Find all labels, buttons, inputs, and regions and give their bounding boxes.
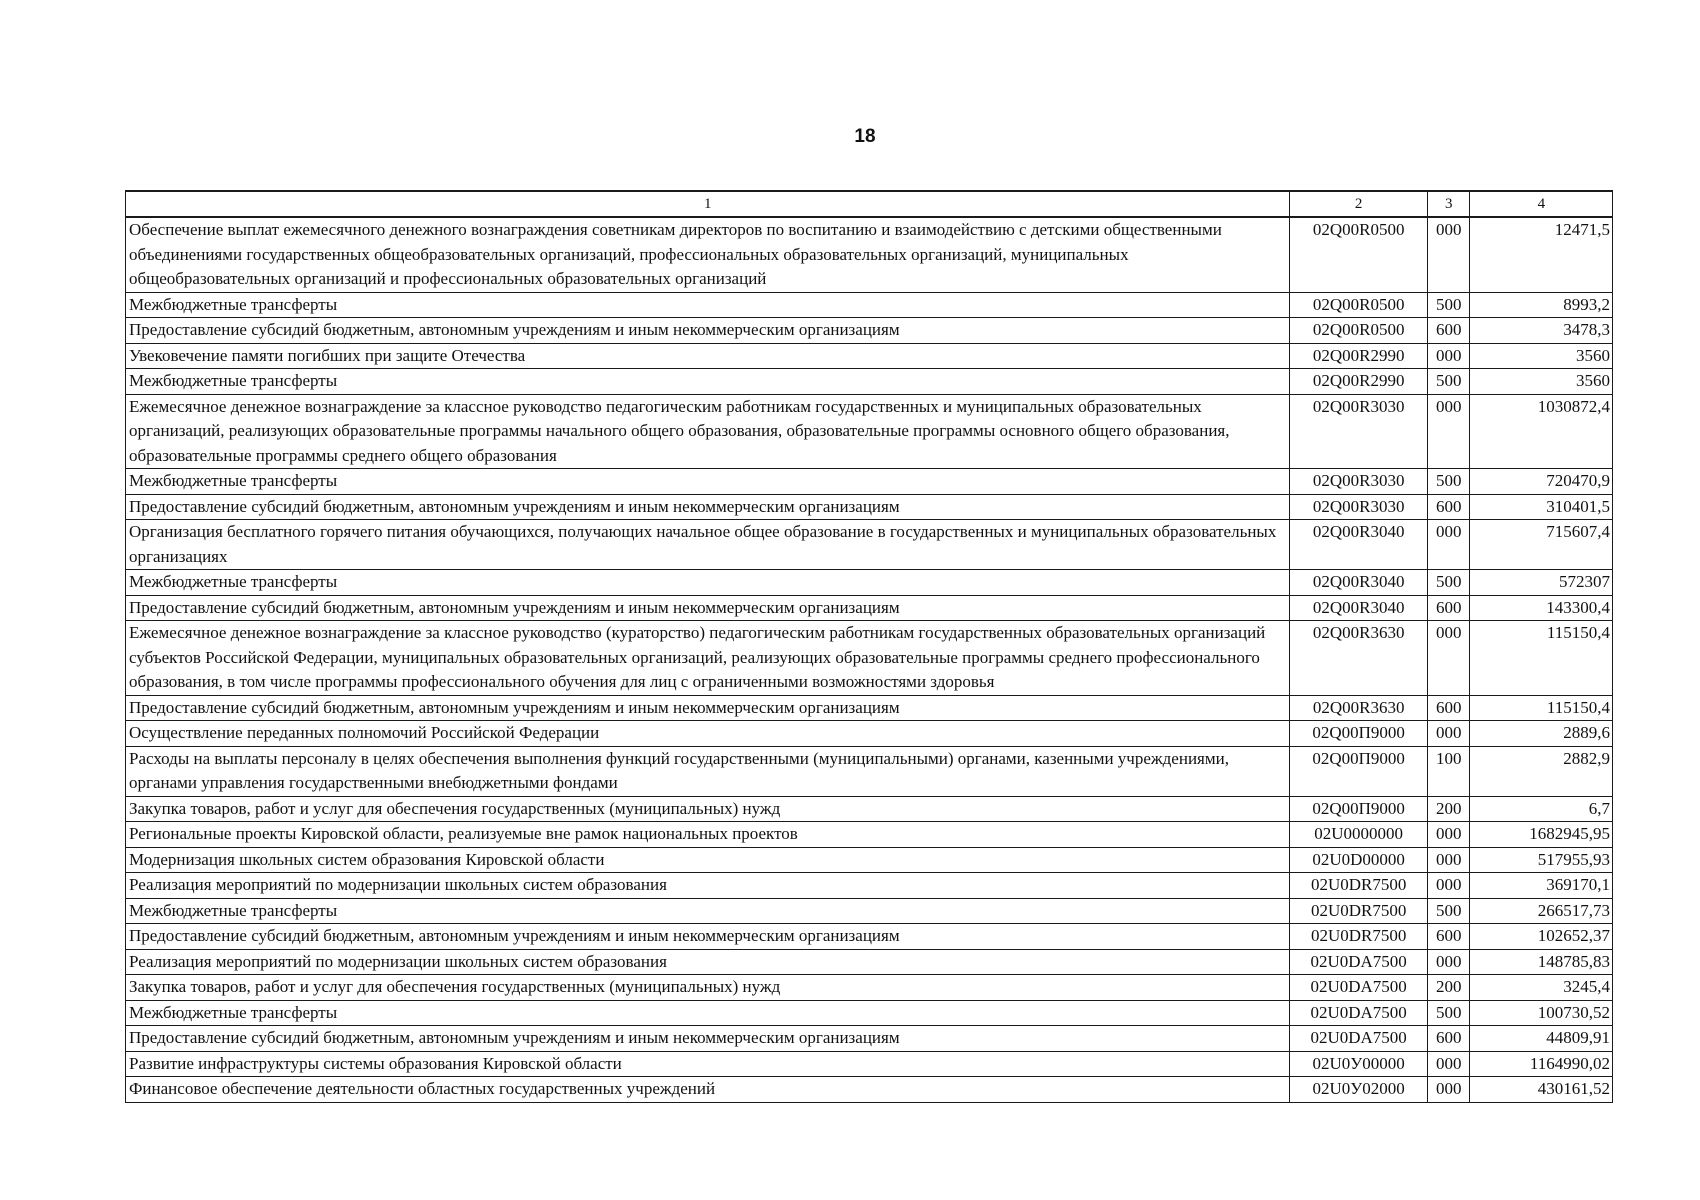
budget-table <box>125 190 1613 1103</box>
row-type-cell: 500 <box>1427 369 1469 395</box>
row-type-cell: 000 <box>1427 949 1469 975</box>
row-amount-cell: 720470,9 <box>1469 469 1612 495</box>
table-row <box>126 1051 1613 1077</box>
row-code-cell: 02Q00R3030 <box>1289 394 1427 469</box>
header-row <box>126 191 1613 217</box>
row-amount-cell: 143300,4 <box>1469 595 1612 621</box>
table-row <box>126 1026 1613 1052</box>
row-amount-cell: 310401,5 <box>1469 494 1612 520</box>
row-type-cell: 500 <box>1427 898 1469 924</box>
row-type-cell: 600 <box>1427 494 1469 520</box>
row-type-cell: 000 <box>1427 873 1469 899</box>
row-amount-cell: 715607,4 <box>1469 520 1612 570</box>
table-row <box>126 847 1613 873</box>
row-amount-cell: 1030872,4 <box>1469 394 1612 469</box>
table-row <box>126 695 1613 721</box>
row-amount-cell: 3560 <box>1469 343 1612 369</box>
row-amount-cell: 1164990,02 <box>1469 1051 1612 1077</box>
row-type-cell: 000 <box>1427 520 1469 570</box>
table-row <box>126 1077 1613 1103</box>
row-name-cell: Межбюджетные трансферты <box>126 898 1290 924</box>
row-type-cell: 500 <box>1427 292 1469 318</box>
row-amount-cell: 572307 <box>1469 570 1612 596</box>
row-type-cell: 500 <box>1427 469 1469 495</box>
row-code-cell: 02U0DA7500 <box>1289 975 1427 1001</box>
row-type-cell: 600 <box>1427 924 1469 950</box>
row-type-cell: 200 <box>1427 796 1469 822</box>
row-code-cell: 02Q00R0500 <box>1289 217 1427 292</box>
row-type-cell: 000 <box>1427 847 1469 873</box>
row-name-cell: Модернизация школьных систем образования Кировской области <box>126 847 1290 873</box>
row-name-cell: Расходы на выплаты персоналу в целях обеспечения выполнения функций государственными (муниципальными) органами, казенными учреждениями, органами управления государственными внебюджетными фондами <box>126 746 1290 796</box>
row-name-cell: Межбюджетные трансферты <box>126 1000 1290 1026</box>
row-code-cell: 02Q00R3030 <box>1289 469 1427 495</box>
table-row <box>126 570 1613 596</box>
row-code-cell: 02Q00П9000 <box>1289 721 1427 747</box>
table-row <box>126 621 1613 696</box>
row-type-cell: 600 <box>1427 1026 1469 1052</box>
row-code-cell: 02U0000000 <box>1289 822 1427 848</box>
table-row <box>126 873 1613 899</box>
row-code-cell: 02U0DR7500 <box>1289 924 1427 950</box>
header-col-3: 3 <box>1427 191 1469 217</box>
row-code-cell: 02U0DA7500 <box>1289 1000 1427 1026</box>
row-code-cell: 02Q00R3040 <box>1289 520 1427 570</box>
row-amount-cell: 517955,93 <box>1469 847 1612 873</box>
row-code-cell: 02Q00R3040 <box>1289 595 1427 621</box>
row-type-cell: 100 <box>1427 746 1469 796</box>
row-code-cell: 02Q00R3030 <box>1289 494 1427 520</box>
row-name-cell: Региональные проекты Кировской области, реализуемые вне рамок национальных проектов <box>126 822 1290 848</box>
row-code-cell: 02Q00П9000 <box>1289 796 1427 822</box>
row-type-cell: 000 <box>1427 1051 1469 1077</box>
row-code-cell: 02Q00R3630 <box>1289 695 1427 721</box>
table-row <box>126 595 1613 621</box>
row-amount-cell: 3478,3 <box>1469 318 1612 344</box>
row-type-cell: 600 <box>1427 318 1469 344</box>
table-row <box>126 721 1613 747</box>
row-type-cell: 000 <box>1427 822 1469 848</box>
row-name-cell: Ежемесячное денежное вознаграждение за классное руководство (кураторство) педагогическим работникам государственных образовательных организаций субъектов Российской Федерации, муниципальных образовательных организаций, реализующих образовательные программы среднего профессионального образования, в том числе программы профессионального обучения для лиц с ограниченными возможностями здоровья <box>126 621 1290 696</box>
row-amount-cell: 2889,6 <box>1469 721 1612 747</box>
row-name-cell: Реализация мероприятий по модернизации школьных систем образования <box>126 873 1290 899</box>
row-name-cell: Реализация мероприятий по модернизации школьных систем образования <box>126 949 1290 975</box>
row-name-cell: Предоставление субсидий бюджетным, автономным учреждениям и иным некоммерческим организациям <box>126 695 1290 721</box>
row-name-cell: Финансовое обеспечение деятельности областных государственных учреждений <box>126 1077 1290 1103</box>
row-name-cell: Межбюджетные трансферты <box>126 292 1290 318</box>
row-amount-cell: 12471,5 <box>1469 217 1612 292</box>
row-code-cell: 02U0У02000 <box>1289 1077 1427 1103</box>
row-name-cell: Предоставление субсидий бюджетным, автономным учреждениям и иным некоммерческим организациям <box>126 1026 1290 1052</box>
row-code-cell: 02U0У00000 <box>1289 1051 1427 1077</box>
row-amount-cell: 266517,73 <box>1469 898 1612 924</box>
row-code-cell: 02U0DA7500 <box>1289 1026 1427 1052</box>
row-type-cell: 000 <box>1427 721 1469 747</box>
header-col-4: 4 <box>1469 191 1612 217</box>
row-name-cell: Обеспечение выплат ежемесячного денежного вознаграждения советникам директоров по воспитанию и взаимодействию с детскими общественными объединениями государственных общеобразовательных организаций, профессиональных образовательных организаций, муниципальных общеобразовательных организаций и профессиональных образовательных организаций <box>126 217 1290 292</box>
row-code-cell: 02Q00R3040 <box>1289 570 1427 596</box>
row-amount-cell: 1682945,95 <box>1469 822 1612 848</box>
table-row <box>126 343 1613 369</box>
row-amount-cell: 100730,52 <box>1469 1000 1612 1026</box>
row-amount-cell: 6,7 <box>1469 796 1612 822</box>
table-row <box>126 394 1613 469</box>
table-row <box>126 1000 1613 1026</box>
row-type-cell: 000 <box>1427 217 1469 292</box>
row-type-cell: 500 <box>1427 570 1469 596</box>
row-name-cell: Межбюджетные трансферты <box>126 369 1290 395</box>
table-row <box>126 975 1613 1001</box>
row-code-cell: 02Q00R2990 <box>1289 343 1427 369</box>
row-name-cell: Предоставление субсидий бюджетным, автономным учреждениям и иным некоммерческим организациям <box>126 494 1290 520</box>
table-row <box>126 949 1613 975</box>
row-code-cell: 02U0D00000 <box>1289 847 1427 873</box>
row-name-cell: Развитие инфраструктуры системы образования Кировской области <box>126 1051 1290 1077</box>
row-amount-cell: 369170,1 <box>1469 873 1612 899</box>
table-row <box>126 469 1613 495</box>
row-code-cell: 02Q00R0500 <box>1289 318 1427 344</box>
row-amount-cell: 102652,37 <box>1469 924 1612 950</box>
row-code-cell: 02U0DR7500 <box>1289 873 1427 899</box>
row-type-cell: 500 <box>1427 1000 1469 1026</box>
table-row <box>126 796 1613 822</box>
row-amount-cell: 115150,4 <box>1469 621 1612 696</box>
row-name-cell: Осуществление переданных полномочий Российской Федерации <box>126 721 1290 747</box>
row-code-cell: 02Q00П9000 <box>1289 746 1427 796</box>
row-type-cell: 000 <box>1427 621 1469 696</box>
row-type-cell: 600 <box>1427 695 1469 721</box>
row-code-cell: 02Q00R2990 <box>1289 369 1427 395</box>
table-row <box>126 369 1613 395</box>
table-row <box>126 924 1613 950</box>
row-type-cell: 000 <box>1427 394 1469 469</box>
row-amount-cell: 3560 <box>1469 369 1612 395</box>
row-code-cell: 02Q00R3630 <box>1289 621 1427 696</box>
row-name-cell: Предоставление субсидий бюджетным, автономным учреждениям и иным некоммерческим организациям <box>126 318 1290 344</box>
table-row <box>126 494 1613 520</box>
row-name-cell: Межбюджетные трансферты <box>126 469 1290 495</box>
table-row <box>126 822 1613 848</box>
row-amount-cell: 148785,83 <box>1469 949 1612 975</box>
row-amount-cell: 44809,91 <box>1469 1026 1612 1052</box>
row-type-cell: 000 <box>1427 343 1469 369</box>
row-name-cell: Закупка товаров, работ и услуг для обеспечения государственных (муниципальных) нужд <box>126 975 1290 1001</box>
row-code-cell: 02Q00R0500 <box>1289 292 1427 318</box>
table-row <box>126 292 1613 318</box>
table-header <box>126 191 1613 217</box>
row-name-cell: Предоставление субсидий бюджетным, автономным учреждениям и иным некоммерческим организациям <box>126 924 1290 950</box>
row-name-cell: Ежемесячное денежное вознаграждение за классное руководство педагогическим работникам государственных и муниципальных образовательных организаций, реализующих образовательные программы начального общего образования, образовательные программы основного общего образования, образовательные программы среднего общего образования <box>126 394 1290 469</box>
row-name-cell: Увековечение памяти погибших при защите Отечества <box>126 343 1290 369</box>
table-row <box>126 520 1613 570</box>
header-col-2: 2 <box>1289 191 1427 217</box>
row-type-cell: 600 <box>1427 595 1469 621</box>
row-name-cell: Закупка товаров, работ и услуг для обеспечения государственных (муниципальных) нужд <box>126 796 1290 822</box>
row-code-cell: 02U0DA7500 <box>1289 949 1427 975</box>
row-name-cell: Межбюджетные трансферты <box>126 570 1290 596</box>
row-type-cell: 200 <box>1427 975 1469 1001</box>
row-amount-cell: 3245,4 <box>1469 975 1612 1001</box>
table-body <box>126 217 1613 1102</box>
table-row <box>126 746 1613 796</box>
table-row <box>126 898 1613 924</box>
page-number: 18 <box>854 126 876 147</box>
row-code-cell: 02U0DR7500 <box>1289 898 1427 924</box>
row-amount-cell: 115150,4 <box>1469 695 1612 721</box>
row-name-cell: Предоставление субсидий бюджетным, автономным учреждениям и иным некоммерческим организациям <box>126 595 1290 621</box>
row-type-cell: 000 <box>1427 1077 1469 1103</box>
row-amount-cell: 2882,9 <box>1469 746 1612 796</box>
header-col-1: 1 <box>126 191 1290 217</box>
table-row <box>126 217 1613 292</box>
table-row <box>126 318 1613 344</box>
row-amount-cell: 8993,2 <box>1469 292 1612 318</box>
row-amount-cell: 430161,52 <box>1469 1077 1612 1103</box>
row-name-cell: Организация бесплатного горячего питания обучающихся, получающих начальное общее образование в государственных и муниципальных образовательных организациях <box>126 520 1290 570</box>
